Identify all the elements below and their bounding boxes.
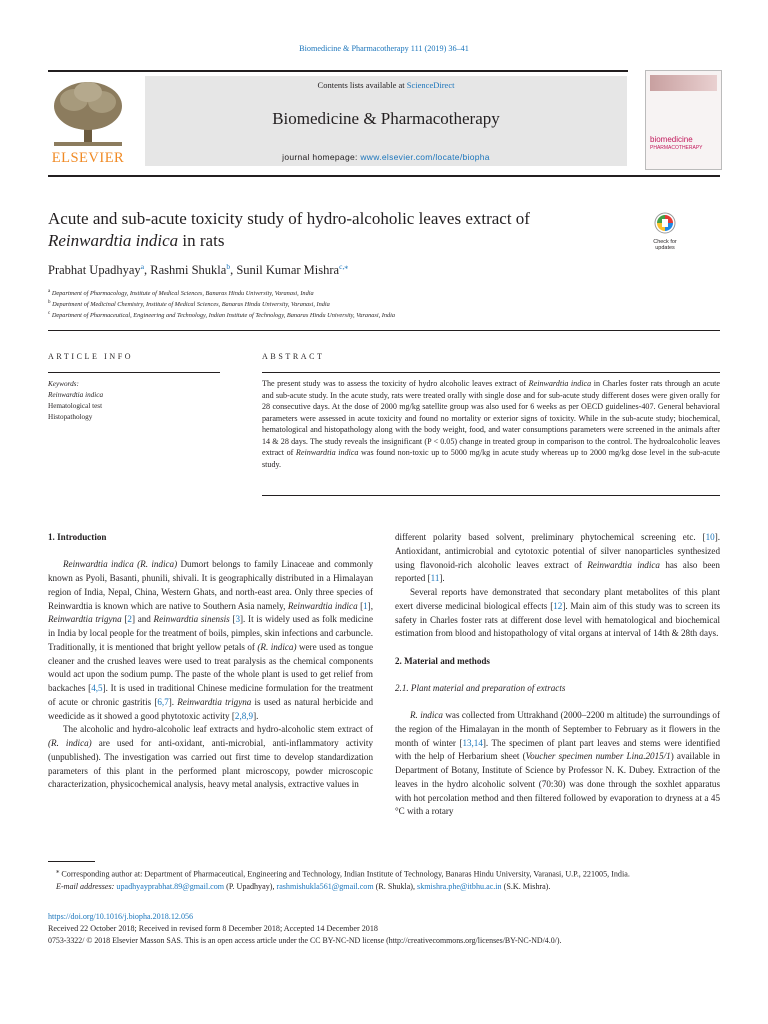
- section-heading-methods: 2. Material and methods: [395, 655, 490, 666]
- journal-homepage: [145, 152, 627, 162]
- email-owner: (S.K. Mishra).: [501, 882, 551, 892]
- crossmark-line-2: updates: [655, 245, 675, 251]
- voucher-number: Voucher specimen number Lina.2015/1: [525, 751, 671, 762]
- section-heading-introduction: 1. Introduction: [48, 532, 107, 542]
- species-name: R. indica: [410, 710, 443, 720]
- left-column: [48, 531, 373, 792]
- text-segment: ]. The specimen of plant part leaves and stems were identified with the help of Herbarium sheet (: [395, 737, 721, 762]
- citation-link[interactable]: 3: [235, 614, 241, 625]
- abstract-segment: The present study was to assess the toxicity of hydro alcoholic leaves extract of: [262, 379, 529, 388]
- email-link[interactable]: skmishra.phe@itbhu.ac.in: [417, 882, 502, 892]
- corresponding-author-note: [48, 866, 720, 881]
- intro-paragraph-2-continued: [395, 531, 720, 586]
- check-for-updates-badge[interactable]: [647, 212, 683, 254]
- email-owner: (P. Upadhyay),: [224, 882, 277, 892]
- text-segment: The alcoholic and hydro-alcoholic leaf extracts and hydro-alcoholic stem extract of: [63, 724, 373, 735]
- text-segment: Several reports have demonstrated that secondary plant metabolites of this plant exert diverse medicinal biological effects [: [395, 587, 720, 611]
- license-statement: 0753-3322/ © 2018 Elsevier Masson SAS. This is an open access article under the CC BY-NC-ND license (http://creativecommons.org/licenses/BY-NC-ND/4.0/).: [48, 936, 562, 945]
- species-name: (R. indica): [48, 738, 92, 748]
- subsection-heading-plant-material: 2.1. Plant material and preparation of extracts: [395, 682, 566, 693]
- journal-masthead: [48, 70, 628, 170]
- article-info-rule: [48, 372, 220, 373]
- journal-name: Biomedicine & Pharmacotherapy: [272, 109, 500, 128]
- species-name: (R. indica): [257, 641, 297, 652]
- species-name: Reinwardtia sinensis: [153, 614, 230, 625]
- text-segment: [: [229, 614, 236, 625]
- intro-paragraph-1: [48, 558, 373, 723]
- species-name: Reinwardtia trigyna: [177, 696, 252, 707]
- cover-title: biomedicine: [650, 135, 693, 144]
- contents-availability: [145, 80, 627, 90]
- text-segment: was collected from Uttrakhand (2000–2200 m altitude) the surroundings of the region of the Himalayan in the month of September to February as it flowers in the month of winter [: [395, 710, 720, 748]
- title-species: Reinwardtia indica: [48, 231, 179, 250]
- citation-link[interactable]: 10: [705, 532, 715, 542]
- homepage-label: journal homepage:: [282, 152, 361, 162]
- text-segment: ].: [253, 710, 259, 721]
- title-line-1: Acute and sub-acute toxicity study of hydro-alcoholic leaves extract of: [48, 209, 530, 228]
- email-link[interactable]: rashmishukla561@gmail.com: [276, 882, 374, 892]
- text-segment: ]. It is used in traditional Chinese medicine formulation for the treatment of acute or chronic gastritis [: [48, 683, 373, 707]
- masthead-box: [145, 76, 627, 166]
- affiliation-text: Department of Pharmacology, Institute of Medical Sciences, Banaras Hindu University, Varanasi, India: [51, 290, 314, 298]
- citation-link[interactable]: 12: [553, 600, 563, 611]
- cover-stripe: [650, 75, 717, 91]
- abstract-heading: ABSTRACT: [262, 352, 325, 361]
- header-divider: [48, 175, 720, 177]
- right-column: [395, 531, 720, 819]
- article-title: [48, 208, 608, 252]
- email-label: E-mail addresses:: [56, 882, 115, 892]
- citation-link[interactable]: 2,8,9: [234, 710, 254, 721]
- footnotes: [48, 866, 720, 894]
- homepage-link[interactable]: www.elsevier.com/locate/biopha: [360, 152, 490, 162]
- text-segment: ] and: [131, 614, 154, 625]
- text-segment: ]. Antioxidant, antimicrobial and cytotoxic potential of silver nanoparticles synthesized using flavonoid-rich alcoholic leaves extract of: [395, 532, 720, 570]
- affiliation-mark: c: [48, 311, 51, 316]
- keyword[interactable]: Histopathology: [48, 413, 93, 421]
- text-segment: Dumort belongs to family Linaceae and commonly known as Pyoli, Basanti, phunili, shivali. It is geographically distributed in a Himalayan region of India, Nepal, China, Western Ghats, and north-east area. Only three species of Reinwardtia is known which are native to Southern Asia namely,: [48, 559, 373, 611]
- species-name: Reinwardtia indica: [287, 600, 358, 611]
- email-addresses: [48, 881, 720, 893]
- abstract-rule: [262, 372, 720, 373]
- author-affiliation-mark[interactable]: b: [226, 262, 231, 271]
- author-list: [48, 262, 348, 278]
- text-segment: is used as natural herbicide and weedicide as it showed a good phytotoxic activity [: [48, 696, 373, 721]
- keywords-label: Keywords:: [48, 380, 79, 388]
- cover-subtitle: PHARMACOTHERAPY: [650, 145, 703, 151]
- author[interactable]: [48, 263, 144, 277]
- email-owner: (R. Shukla),: [373, 882, 418, 892]
- keyword[interactable]: Hematological test: [48, 402, 103, 410]
- citation-link[interactable]: 2: [127, 614, 132, 625]
- text-segment: ].: [439, 573, 445, 584]
- corresponding-mark: ⁎: [56, 868, 60, 875]
- text-segment: ],: [367, 600, 373, 611]
- citation-link[interactable]: 13,14: [462, 737, 483, 748]
- keywords-block: [48, 379, 223, 423]
- author-name: Sunil Kumar Mishra: [236, 263, 340, 278]
- methods-paragraph-1: [395, 709, 720, 819]
- text-segment: ]. It is widely used as folk medicine in India by local people for the treatment of boils, pimples, skin infections and carbuncle. Traditionally, it is mentioned that bright yellow petals of: [48, 614, 374, 652]
- author-name: Prabhat Upadhyay: [48, 263, 141, 278]
- affiliation-divider: [48, 330, 720, 331]
- affiliation: [48, 289, 314, 297]
- text-segment: [: [121, 614, 128, 625]
- citation-link[interactable]: 6,7: [157, 696, 169, 707]
- author-separator: ,: [230, 263, 237, 278]
- sciencedirect-link[interactable]: ScienceDirect: [406, 80, 455, 90]
- crossmark-icon: [647, 212, 683, 234]
- text-segment: [: [357, 600, 364, 611]
- abstract-text: [262, 378, 720, 470]
- text-segment: different polarity based solvent, preliminary phytochemical screening etc. [: [395, 532, 706, 542]
- doi-link[interactable]: https://doi.org/10.1016/j.biopha.2018.12.056: [48, 912, 194, 921]
- text-segment: ) available in Department of Botany, Institute of Science by Professor N. K. Dubey. Extraction of the leaves in the hydro alcoholic solvent (70:30) was done through the soxhlet apparatus with hot percolation method and then filtered followed by evaporation to dryness at a 45 °C with a rotary: [395, 751, 720, 817]
- species-name: Reinwardtia trigyna: [48, 614, 122, 625]
- author-separator: ,: [144, 263, 151, 278]
- article-info-heading: ARTICLE INFO: [48, 352, 134, 361]
- text-segment: ]. Main aim of this study was to screen its safety in Charles foster rats at different dose level with hematological and biochemical estimation from blood and histopathology of vital organs at interval of 14th & 28th days.: [395, 600, 721, 639]
- text-segment: are used for anti-oxidant, anti-microbial, anti-inflammatory activity (unpublished). The investigation was carried out first time to develop standardization parameters of this plant in the performed plant microscopy, powder microscopic characterization, physicochemical analysis, heavy metal analysis, extractive values in: [48, 738, 373, 790]
- affiliation-text: Department of Medicinal Chemistry, Institute of Medical Sciences, Banaras Hindu University, Varanasi, India: [52, 301, 330, 309]
- abstract-species: Reinwardtia indica: [528, 379, 592, 388]
- affiliation-mark: a: [48, 289, 51, 294]
- affiliation-text: Department of Pharmaceutical, Engineering and Technology, Indian Institute of Technology, Banaras Hindu University, Varanasi, India: [51, 312, 396, 320]
- author-affiliation-mark[interactable]: a: [140, 262, 145, 271]
- affiliation-mark: b: [48, 300, 51, 305]
- text-segment: ].: [168, 696, 178, 707]
- species-name: Reinwardtia indica (R. indica): [63, 559, 178, 570]
- citation-link[interactable]: 11: [430, 573, 440, 584]
- abstract-segment: was found non-toxic up to 5000 mg/kg in acute study whereas up to 2000 mg/kg dose level in the sub-acute study.: [262, 448, 720, 469]
- title-rest: in rats: [178, 231, 225, 250]
- email-link[interactable]: upadhyayprabhat.89@gmail.com: [116, 882, 225, 892]
- text-segment: has also been reported [: [395, 559, 720, 584]
- footnote-rule: [48, 861, 95, 862]
- text-segment: were used as tongue cleaner and the crushed leaves were used to treat paralysis as the chemical components would act upon the sodium pump. The paste of the whole plant is used to get relief from backaches [: [48, 641, 373, 693]
- journal-cover-thumbnail[interactable]: [645, 70, 722, 170]
- author-affiliation-mark[interactable]: c,⁎: [339, 262, 349, 271]
- intro-paragraph-3: [395, 586, 720, 641]
- abstract-species: Reinwardtia indica: [295, 448, 359, 458]
- keyword[interactable]: Reinwardtia indica: [48, 391, 104, 399]
- affiliation: [48, 300, 330, 308]
- crossmark-line-1: Check for: [653, 239, 677, 245]
- species-name: Reinwardtia indica: [587, 559, 660, 570]
- affiliation: [48, 311, 395, 319]
- abstract-segment: in Charles foster rats through an acute and sub-acute study. In the acute study, rats were treated orally with single dose and for sub-acute study different doses were given orally for 28 consecutive days. At the dose of 2000 mg/kg satellite group was also used for 6 weeks as per OECD guidelines-407. General behavioral parameters were assessed in acute toxicity and found no mortality or exterior signs of toxicity. While in the sub-acute study; biochemical, hematological and histopathology along with the body weight, food, and water consumptions parameters were screened in the animals after 14 & 28 days. The study reveals the insignificant (P < 0.05) change in treated group in comparison to the control. The hydroalcoholic leaves extract of: [262, 379, 720, 458]
- author-name: Rashmi Shukla: [150, 263, 227, 278]
- author[interactable]: [150, 263, 230, 277]
- contents-prefix: Contents lists available at: [317, 80, 407, 90]
- abstract-bottom-rule: [262, 495, 720, 496]
- elsevier-wordmark: ELSEVIER: [51, 150, 125, 166]
- citation-link[interactable]: 4,5: [91, 683, 103, 693]
- elsevier-logo[interactable]: [48, 76, 128, 168]
- citation-link[interactable]: 1: [363, 600, 368, 611]
- corresponding-text: Corresponding author at: Department of Pharmaceutical, Engineering and Technology, Indian Institute of Technology, Banaras Hindu University, Varanasi, U.P., 221005, India.: [59, 869, 630, 879]
- author[interactable]: [236, 263, 348, 277]
- journal-citation-link[interactable]: Biomedicine & Pharmacotherapy 111 (2019) 36–41: [299, 44, 469, 53]
- intro-paragraph-2: [48, 723, 373, 792]
- crossmark-label: [647, 239, 683, 251]
- received-dates: Received 22 October 2018; Received in revised form 8 December 2018; Accepted 14 December 2018: [48, 924, 378, 933]
